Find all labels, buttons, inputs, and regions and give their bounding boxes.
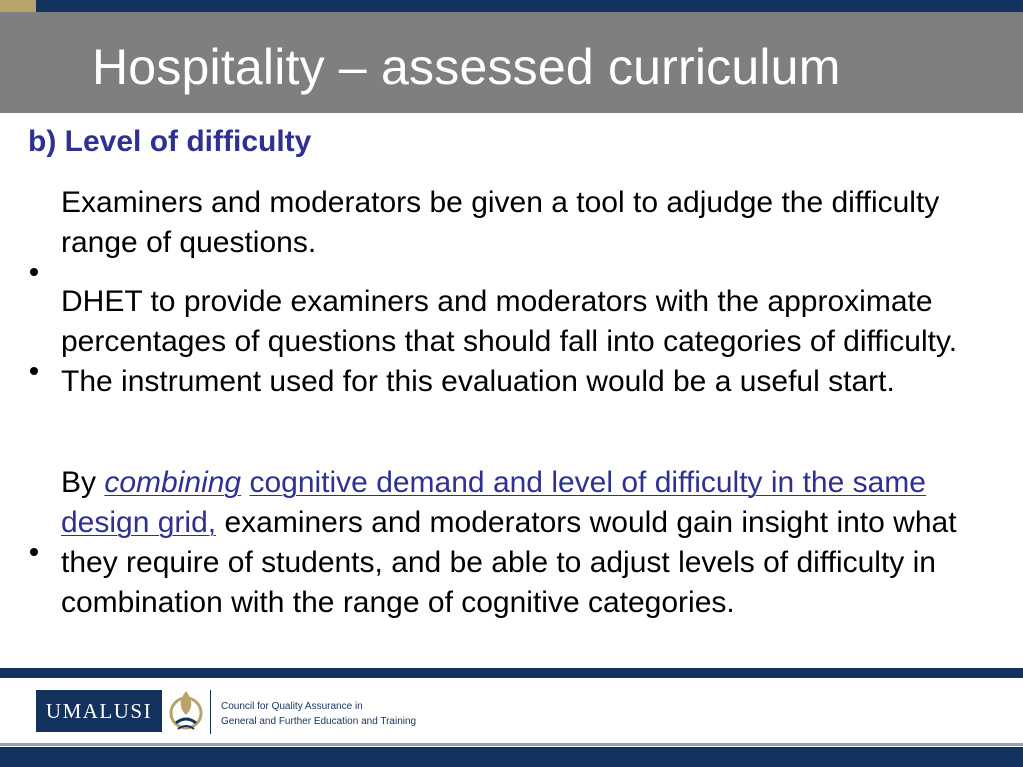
top-strip [0, 0, 1023, 12]
slide-title: Hospitality – assessed curriculum [92, 39, 841, 95]
footer-band-top [0, 668, 1023, 678]
emphasis-italic: combining [104, 466, 242, 499]
emphasis-phrase: cognitive demand and level of difficulty in the same design grid, [61, 466, 926, 539]
bullet-lead: By [61, 466, 97, 499]
tagline-line-2: General and Further Education and Training [221, 716, 417, 727]
subheading: b) Level of difficulty [28, 125, 312, 158]
umalusi-emblem-icon [166, 685, 206, 735]
bullet-dot-icon [30, 367, 38, 375]
logo-divider [210, 690, 211, 734]
umalusi-logo [36, 690, 162, 732]
logo-text: UMALUSI [45, 698, 153, 723]
bullet-tail: examiners and moderators would gain insight into what they require of students, and be able to adjust levels of difficulty in combination with the range of cognitive categories. [61, 506, 957, 619]
tagline-line-1: Council for Quality Assurance in [221, 701, 363, 712]
bullet-dot-icon [30, 548, 38, 556]
footer-band-highlight [0, 743, 1023, 746]
title-bar [0, 12, 1023, 113]
bullet-text: Examiners and moderators be given a tool to adjudge the difficulty range of questions. [61, 186, 940, 259]
footer-band-bottom [0, 747, 1023, 767]
footer-tagline [221, 699, 416, 729]
bullet-text [61, 463, 961, 623]
bullet-text: DHET to provide examiners and moderators with the approximate percentages of questions that should fall into categories of difficulty. The instrument used for this evaluation would be a useful start. [61, 285, 958, 398]
bullet-dot-icon [30, 268, 38, 276]
top-strip-accent [0, 0, 36, 12]
